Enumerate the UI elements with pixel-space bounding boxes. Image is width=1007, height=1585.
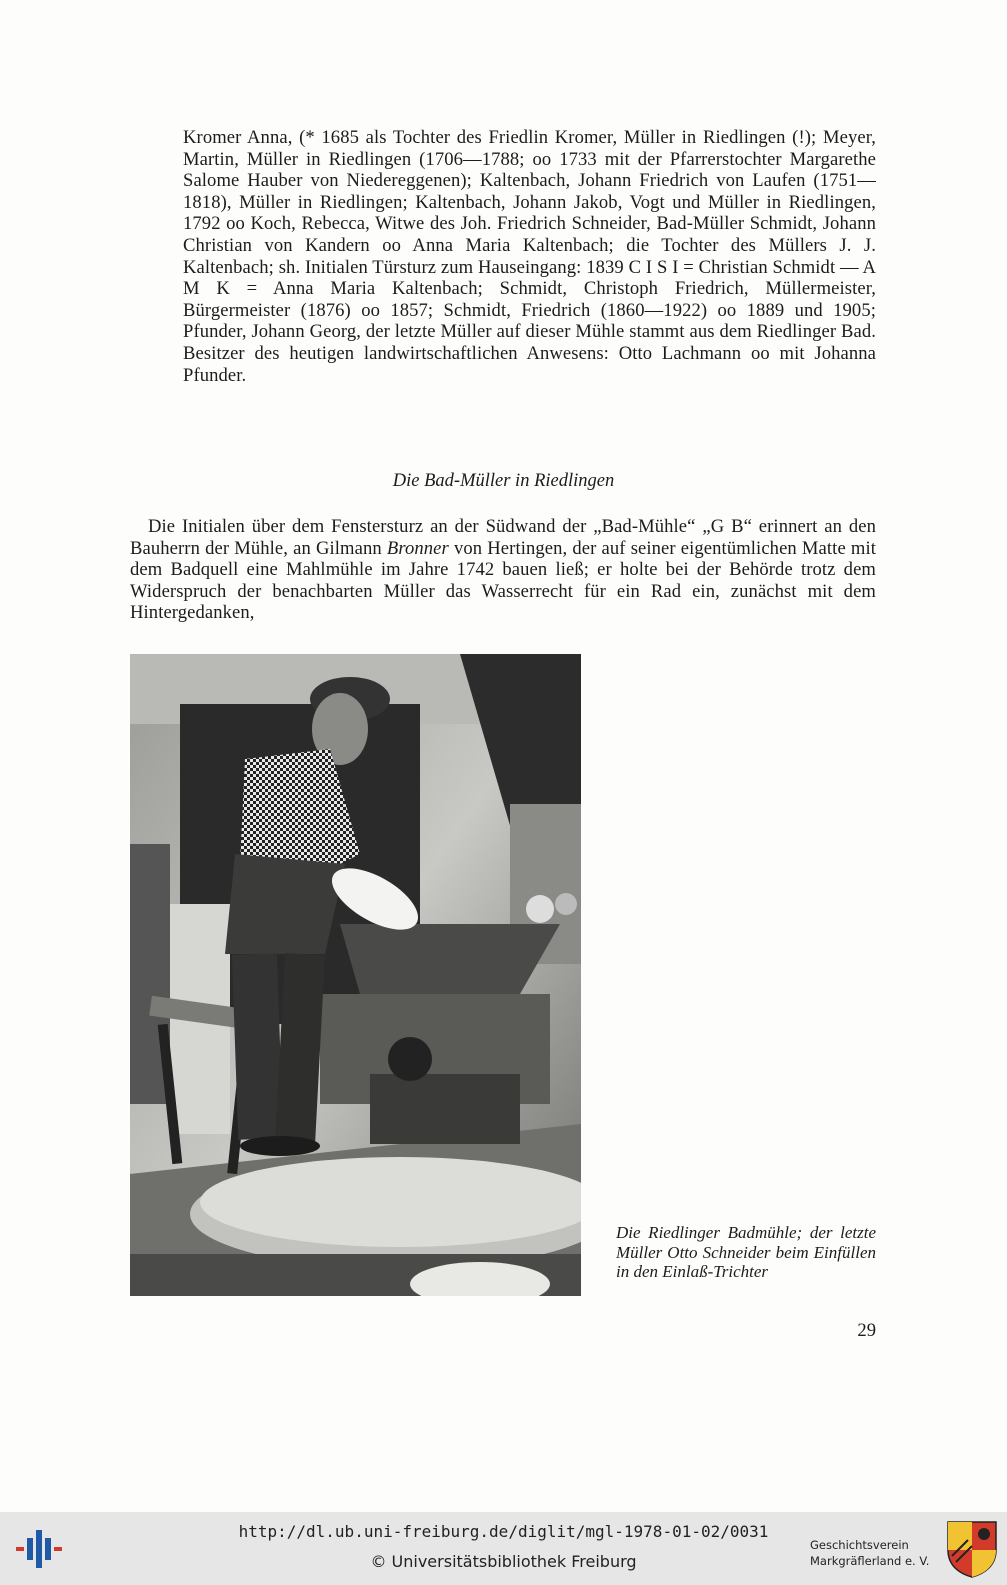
genealogy-paragraph: Kromer Anna, (* 1685 als Tochter des Friedlin Kromer, Müller in Riedlingen (!); Meyer, Martin, Müller in Riedlingen (1706—1788; oo 1733 mit der Pfarrerstochter Margarethe Salome Hauber von Niedereggenen); Kaltenbach, Johann Friedrich von Laufen (1751—1818), Müller in Riedlingen; Kaltenbach, Johann Jakob, Vogt und Müller in Riedlingen, 1792 oo Koch, Rebecca, Witwe des Joh. Friedrich Schneider, Bad-Müller Schmidt, Johann Christian von Kandern oo Anna Maria Kaltenbach; die Tochter des Müllers J. J. Kaltenbach; sh. Initialen Türsturz zum Hauseingang: 1839 C I S I = Christian Schmidt — A M K = Anna Maria Kaltenbach; Schmidt, Christoph Friedrich, Müllermeister, Bürgermeister (1876) oo 1857; Schmidt, Friedrich (1860—1922) oo 1889 und 1905; Pfunder, Johann Georg, der letzte Müller auf dieser Mühle stammt aus dem Riedlinger Bad. Besitzer des heutigen landwirtschaftlichen Anwesens: Otto Lachmann oo mit Johanna Pfunder. xyxy=(183,127,876,386)
mill-photograph xyxy=(130,654,581,1296)
body-paragraph-name: Bronner xyxy=(386,537,449,559)
permalink-url[interactable]: http://dl.ub.uni-freiburg.de/diglit/mgl-1978-01-02/0031 xyxy=(238,1522,769,1541)
page-number: 29 xyxy=(857,1320,876,1341)
society-name-line2: Markgräflerland e. V. xyxy=(810,1554,930,1568)
photo-image-icon xyxy=(130,654,581,1296)
section-heading: Die Bad-Müller in Riedlingen xyxy=(392,471,615,491)
viewer-footer xyxy=(0,1512,1007,1585)
photo-caption: Die Riedlinger Badmühle; der letzte Müller Otto Schneider beim Einfüllen in den Einlaß-Trichter xyxy=(616,1223,876,1281)
copyright-notice: © Universitätsbibliothek Freiburg xyxy=(370,1552,637,1571)
society-name xyxy=(810,1537,950,1569)
society-name-line1: Geschichtsverein xyxy=(810,1538,909,1552)
body-paragraph xyxy=(130,516,876,624)
coat-of-arms-icon xyxy=(946,1520,998,1578)
body-paragraph-end: von Hertingen, der auf seiner eigentümlichen Matte mit dem Badquell eine Mahlmühle im Jahre 1742 bauen ließ; er holte bei der Behörde trotz dem Widerspruch der benachbarten Müller das Wasserrecht für ein Rad ein, zunächst mit dem Hintergedanken, xyxy=(130,537,876,624)
body-paragraph-start: Die Initialen über dem Fenstersturz an der Südwand der „Bad-Mühle“ „G B“ erinnert an den Bauherrn der Mühle, an Gilmann xyxy=(130,516,876,559)
